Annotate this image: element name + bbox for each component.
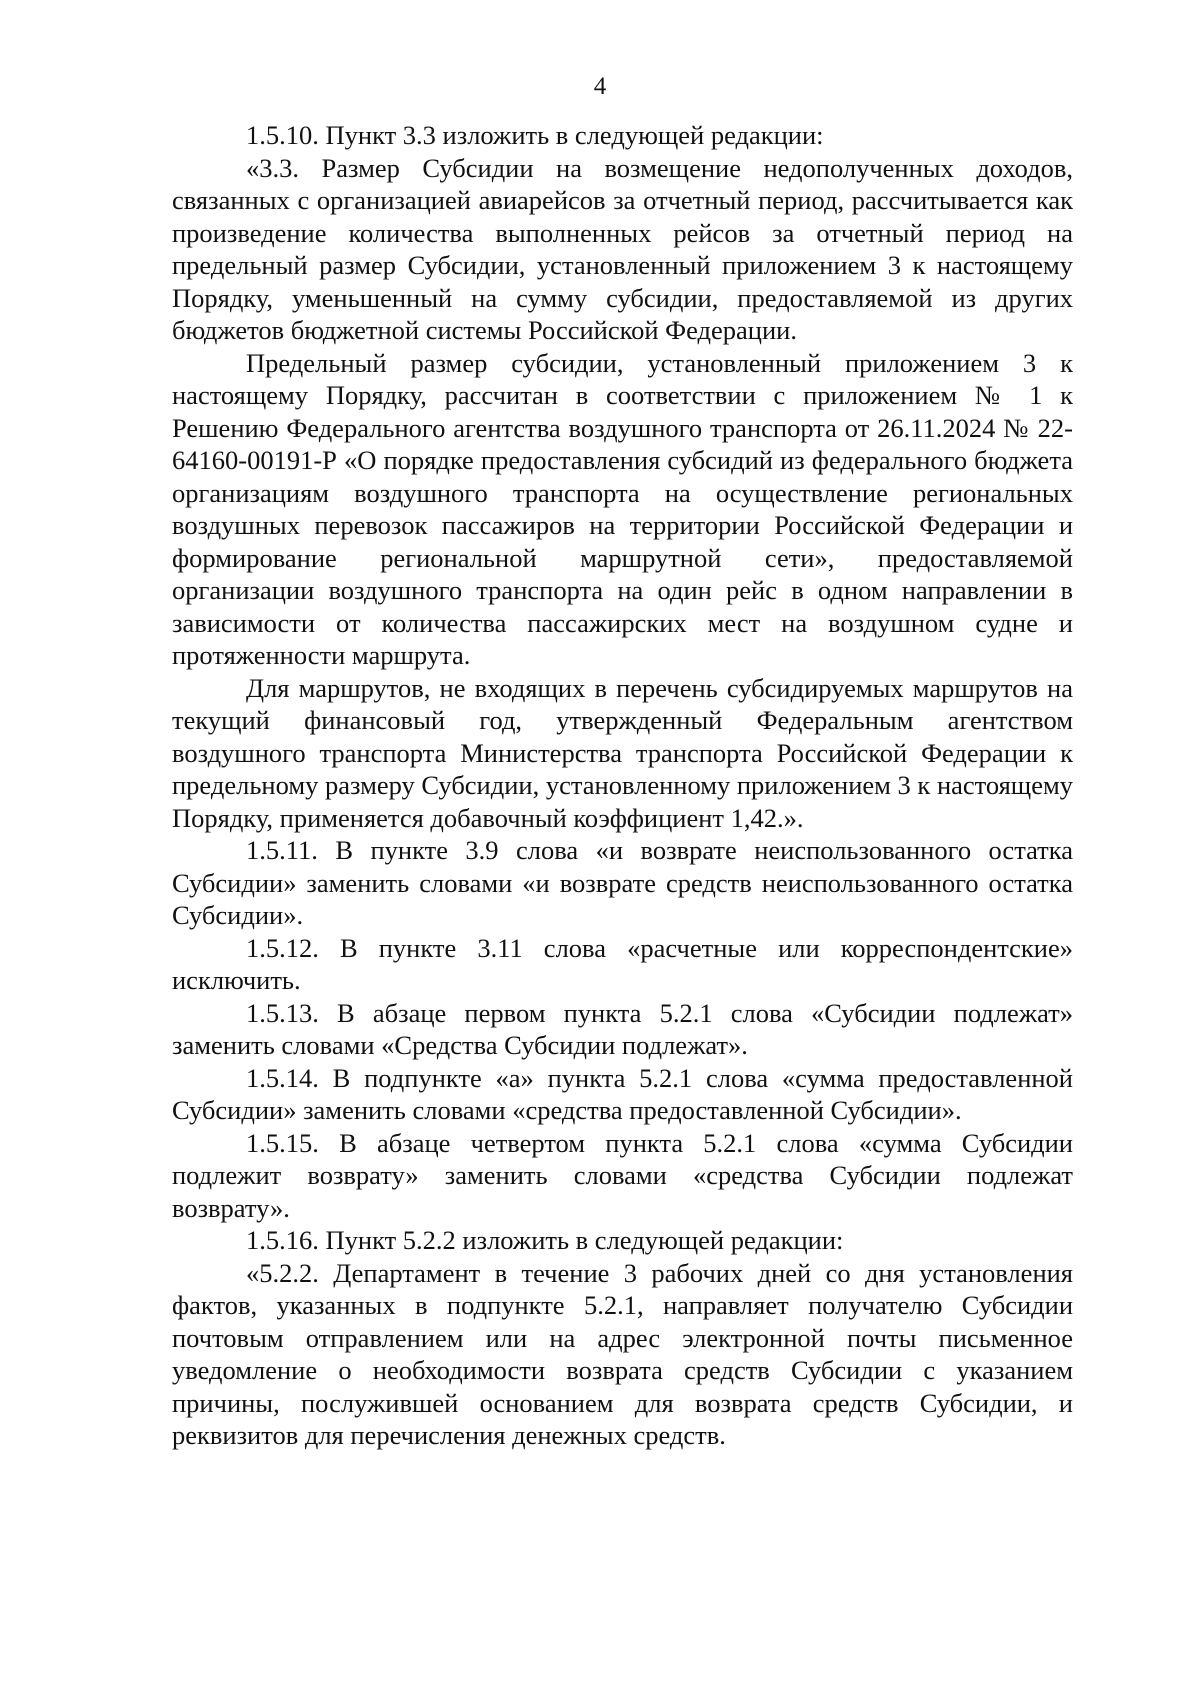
paragraph-1-5-16: 1.5.16. Пункт 5.2.2 изложить в следующей редакции:: [246, 1225, 844, 1255]
paragraph-3-3-quote: «3.3. Размер Субсидии на возмещение недополученных доходов, связанных с организацией авиарейсов за отчетный период, рассчитывается как произведение количества выполненных рейсов за отчетный период на предельный размер Субсидии, установленный приложением 3 к настоящему Порядку, уменьшенный на сумму субсидии, предоставляемой из других бюджетов бюджетной системы Российской Федерации.: [172, 152, 1073, 345]
paragraph-1-5-15: 1.5.15. В абзаце четвертом пункта 5.2.1 слова «сумма Субсидии подлежит возврату» заменить словами «средства Субсидии подлежат возврату».: [172, 1127, 1073, 1223]
document-body: [172, 119, 1073, 1452]
paragraph-1-5-11: 1.5.11. В пункте 3.9 слова «и возврате неиспользованного остатка Субсидии» заменить словами «и возврате средств неиспользованного остатка Субсидии».: [172, 835, 1073, 930]
paragraph-1-5-12: 1.5.12. В пункте 3.11 слова «расчетные или корреспондентские» исключить.: [172, 932, 1073, 995]
paragraph-extra-coefficient: Для маршрутов, не входящих в перечень субсидируемых маршрутов на текущий финансовый год, утвержденный Федеральным агентством воздушного транспорта Министерства транспорта Российской Федерации к предельному размеру Субсидии, установленному приложением 3 к настоящему Порядку, применяется добавочный коэффициент 1,42.».: [172, 672, 1073, 833]
paragraph-1-5-13: 1.5.13. В абзаце первом пункта 5.2.1 слова «Субсидии подлежат» заменить словами «Средства Субсидии подлежат».: [172, 997, 1073, 1060]
paragraph-1-5-14: 1.5.14. В подпункте «а» пункта 5.2.1 слова «сумма предоставленной Субсидии» заменить словами «средства предоставленной Субсидии».: [172, 1062, 1073, 1125]
paragraph-subsidy-limit: Предельный размер субсидии, установленный приложением 3 к настоящему Порядку, рассчитан в соответствии с приложением № 1 к Решению Федерального агентства воздушного транспорта от 26.11.2024 № 22-64160-00191-Р «О порядке предоставления субсидий из федерального бюджета организациям воздушного транспорта на осуществление региональных воздушных перевозок пассажиров на территории Российской Федерации и формирование региональной маршрутной сети», предоставляемой организации воздушного транспорта на один рейс в одном направлении в зависимости от количества пассажирских мест на воздушном судне и протяженности маршрута.: [172, 347, 1073, 670]
page-number: 4: [593, 73, 607, 100]
paragraph-5-2-2-quote: «5.2.2. Департамент в течение 3 рабочих дней со дня установления фактов, указанных в подпункте 5.2.1, направляет получателю Субсидии почтовым отправлением или на адрес электронной почты письменное уведомление о необходимости возврата средств Субсидии с указанием причины, послужившей основанием для возврата средств Субсидии, и реквизитов для перечисления денежных средств.: [172, 1257, 1073, 1450]
paragraph-1-5-10: 1.5.10. Пункт 3.3 изложить в следующей редакции:: [246, 120, 824, 150]
